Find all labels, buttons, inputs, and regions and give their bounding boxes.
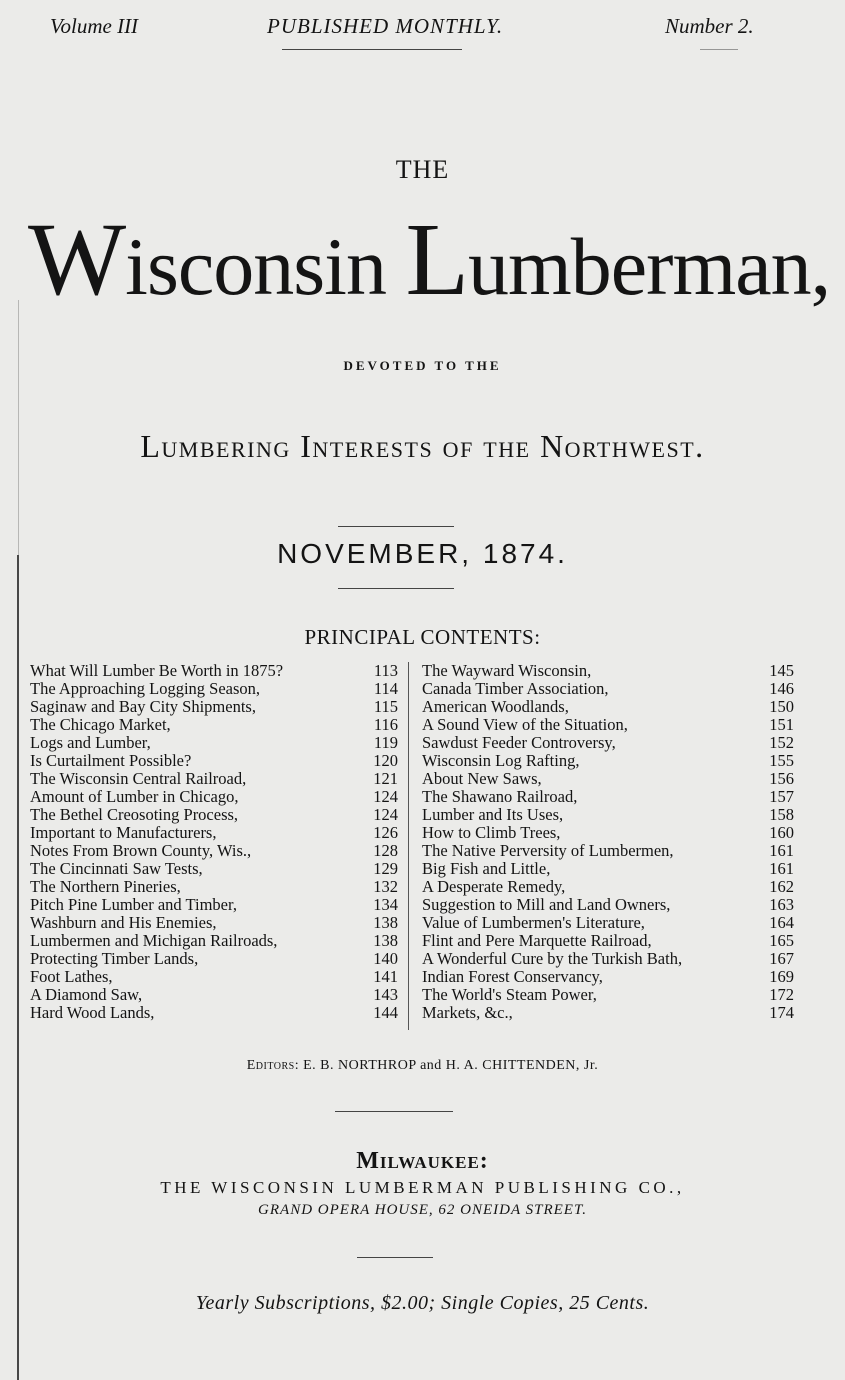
volume-label: Volume III <box>50 14 139 38</box>
contents-entry <box>422 734 794 752</box>
contents-entry-page: 161 <box>769 859 794 878</box>
contents-entry <box>422 896 794 914</box>
contents-entry <box>422 788 794 806</box>
editors-line <box>0 1058 845 1074</box>
subtitle-interests: Lumbering Interests of the Northwest. <box>140 428 705 464</box>
contents-entry <box>422 950 794 968</box>
contents-entry <box>30 788 398 806</box>
contents-entry <box>30 914 398 932</box>
publisher-name: THE WISCONSIN LUMBERMAN PUBLISHING CO., <box>160 1178 685 1197</box>
contents-entry <box>422 662 794 680</box>
contents-entry-title: Sawdust Feeder Controversy, <box>422 733 616 752</box>
contents-entry-page: 172 <box>769 985 794 1004</box>
contents-entry <box>422 716 794 734</box>
contents-entry-page: 169 <box>769 967 794 986</box>
contents-entry-title: A Desperate Remedy, <box>422 877 566 896</box>
contents-entry-title: Logs and Lumber, <box>30 733 151 752</box>
contents-entry-title: The Cincinnati Saw Tests, <box>30 859 203 878</box>
contents-entry <box>30 896 398 914</box>
contents-divider <box>408 662 409 1030</box>
contents-entry <box>422 968 794 986</box>
contents-entry-page: 141 <box>373 967 398 986</box>
contents-entry <box>422 878 794 896</box>
contents-entry-title: The Northern Pineries, <box>30 877 181 896</box>
contents-entry-page: 164 <box>769 913 794 932</box>
contents-entry <box>30 734 398 752</box>
contents-entry-title: About New Saws, <box>422 769 542 788</box>
contents-entry-title: Suggestion to Mill and Land Owners, <box>422 895 671 914</box>
contents-entry-page: 120 <box>373 751 398 770</box>
contents-entry <box>422 842 794 860</box>
contents-entry-title: The World's Steam Power, <box>422 985 597 1004</box>
contents-entry-title: A Diamond Saw, <box>30 985 143 1004</box>
contents-entry <box>30 878 398 896</box>
title-initial-l: L <box>405 202 468 317</box>
contents-entry-page: 146 <box>769 679 794 698</box>
contents-entry <box>30 860 398 878</box>
contents-entry-page: 150 <box>769 697 794 716</box>
contents-entry-page: 132 <box>373 877 398 896</box>
contents-entry-page: 160 <box>769 823 794 842</box>
contents-entry <box>30 968 398 986</box>
contents-entry-page: 161 <box>769 841 794 860</box>
contents-entry-title: How to Climb Trees, <box>422 823 561 842</box>
contents-entry-title: Canada Timber Association, <box>422 679 609 698</box>
contents-entry <box>422 752 794 770</box>
contents-right-column <box>422 662 794 1022</box>
contents-entry <box>422 770 794 788</box>
contents-entry <box>422 698 794 716</box>
page-edge-line <box>17 555 19 1380</box>
contents-entry <box>30 662 398 680</box>
magazine-title <box>28 200 831 319</box>
contents-left-column <box>30 662 398 1022</box>
contents-entry-page: 119 <box>373 733 398 752</box>
frequency-label: PUBLISHED MONTHLY. <box>267 14 504 38</box>
contents-entry-title: Foot Lathes, <box>30 967 113 986</box>
contents-entry-title: A Wonderful Cure by the Turkish Bath, <box>422 949 683 968</box>
contents-entry <box>30 770 398 788</box>
contents-entry-title: Markets, &c., <box>422 1003 513 1022</box>
contents-entry-title: Saginaw and Bay City Shipments, <box>30 697 256 716</box>
contents-entry <box>422 806 794 824</box>
contents-entry-page: 121 <box>373 769 398 788</box>
contents-entry-page: 156 <box>769 769 794 788</box>
contents-entry-title: Wisconsin Log Rafting, <box>422 751 580 770</box>
contents-entry <box>30 680 398 698</box>
date-rule-bottom <box>338 588 454 589</box>
contents-entry-page: 152 <box>769 733 794 752</box>
contents-entry-title: Big Fish and Little, <box>422 859 551 878</box>
title-initial-w: W <box>28 202 126 317</box>
contents-entry <box>30 986 398 1004</box>
contents-entry-title: Amount of Lumber in Chicago, <box>30 787 239 806</box>
cover-header <box>0 14 845 44</box>
contents-entry <box>30 1004 398 1022</box>
contents-entry <box>30 716 398 734</box>
contents-entry-title: Indian Forest Conservancy, <box>422 967 603 986</box>
contents-entry <box>30 806 398 824</box>
contents-entry-title: A Sound View of the Situation, <box>422 715 628 734</box>
contents-entry <box>30 698 398 716</box>
contents-entry <box>422 860 794 878</box>
contents-entry-page: 155 <box>769 751 794 770</box>
issue-number-label: Number 2. <box>665 14 754 38</box>
contents-entry-page: 145 <box>769 661 794 680</box>
contents-entry-page: 163 <box>769 895 794 914</box>
contents-entry <box>30 752 398 770</box>
contents-entry-page: 162 <box>769 877 794 896</box>
contents-entry-title: Notes From Brown County, Wis., <box>30 841 252 860</box>
devoted-line: DEVOTED TO THE <box>343 358 502 373</box>
contents-entry-title: The Bethel Creosoting Process, <box>30 805 239 824</box>
contents-entry-title: Value of Lumbermen's Literature, <box>422 913 645 932</box>
contents-entry-page: 144 <box>373 1003 398 1022</box>
title-word-1: isconsin <box>125 221 406 312</box>
contents-entry-title: The Wayward Wisconsin, <box>422 661 592 680</box>
contents-heading: PRINCIPAL CONTENTS: <box>304 625 541 649</box>
contents-entry-page: 174 <box>769 1003 794 1022</box>
editors-names: E. B. NORTHROP and H. A. CHITTENDEN, Jr. <box>303 1058 599 1073</box>
contents-entry-page: 138 <box>373 913 398 932</box>
contents-entry-page: 129 <box>373 859 398 878</box>
contents-entry-page: 128 <box>373 841 398 860</box>
contents-entry <box>422 914 794 932</box>
contents-entry <box>422 680 794 698</box>
masthead-the: THE <box>395 155 450 184</box>
number-rule <box>700 49 738 50</box>
contents-entry-title: Protecting Timber Lands, <box>30 949 199 968</box>
contents-entry <box>422 986 794 1004</box>
contents-entry <box>30 842 398 860</box>
publisher-address: GRAND OPERA HOUSE, 62 ONEIDA STREET. <box>258 1202 587 1218</box>
contents-entry-page: 140 <box>373 949 398 968</box>
contents-entry-title: Pitch Pine Lumber and Timber, <box>30 895 237 914</box>
header-rule <box>282 49 462 50</box>
publisher-city: Milwaukee: <box>356 1148 489 1174</box>
date-rule-top <box>338 526 454 527</box>
title-word-2: umberman, <box>468 221 831 312</box>
contents-entry <box>422 1004 794 1022</box>
contents-entry-page: 114 <box>373 679 398 698</box>
contents-entry-page: 126 <box>373 823 398 842</box>
contents-entry-title: Hard Wood Lands, <box>30 1003 155 1022</box>
contents-entry-page: 158 <box>769 805 794 824</box>
contents-entry <box>30 932 398 950</box>
contents-entry-title: Washburn and His Enemies, <box>30 913 217 932</box>
contents-entry-title: The Wisconsin Central Railroad, <box>30 769 247 788</box>
contents-entry-page: 113 <box>373 661 398 680</box>
contents-entry-page: 124 <box>373 787 398 806</box>
contents-entry-title: Is Curtailment Possible? <box>30 751 192 770</box>
contents-entry-page: 115 <box>373 697 398 716</box>
contents-entry-page: 138 <box>373 931 398 950</box>
contents-entry-title: The Native Perversity of Lumbermen, <box>422 841 674 860</box>
contents-entry-page: 134 <box>373 895 398 914</box>
contents-entry-title: Flint and Pere Marquette Railroad, <box>422 931 652 950</box>
contents-entry-page: 124 <box>373 805 398 824</box>
contents-entry-title: The Shawano Railroad, <box>422 787 578 806</box>
contents-entry <box>422 932 794 950</box>
publisher-rule-top <box>335 1111 453 1112</box>
contents-entry-page: 143 <box>373 985 398 1004</box>
contents-entry-title: The Chicago Market, <box>30 715 171 734</box>
contents-entry-page: 167 <box>769 949 794 968</box>
editors-label: Editors: <box>246 1058 300 1073</box>
contents-entry-title: Important to Manufacturers, <box>30 823 217 842</box>
contents-entry-page: 116 <box>373 715 398 734</box>
issue-date: NOVEMBER, 1874. <box>277 538 568 569</box>
contents-entry-page: 165 <box>769 931 794 950</box>
contents-entry <box>30 950 398 968</box>
contents-entry-title: Lumbermen and Michigan Railroads, <box>30 931 278 950</box>
contents-entry-page: 151 <box>769 715 794 734</box>
contents-entry-title: American Woodlands, <box>422 697 569 716</box>
contents-entry-title: What Will Lumber Be Worth in 1875? <box>30 661 284 680</box>
contents-entry <box>30 824 398 842</box>
contents-entry-page: 157 <box>769 787 794 806</box>
contents-entry-title: Lumber and Its Uses, <box>422 805 564 824</box>
subscription-rule <box>357 1257 433 1258</box>
subscription-rates: Yearly Subscriptions, $2.00; Single Copies, 25 Cents. <box>195 1292 650 1314</box>
contents-entry-title: The Approaching Logging Season, <box>30 679 261 698</box>
contents-entry <box>422 824 794 842</box>
